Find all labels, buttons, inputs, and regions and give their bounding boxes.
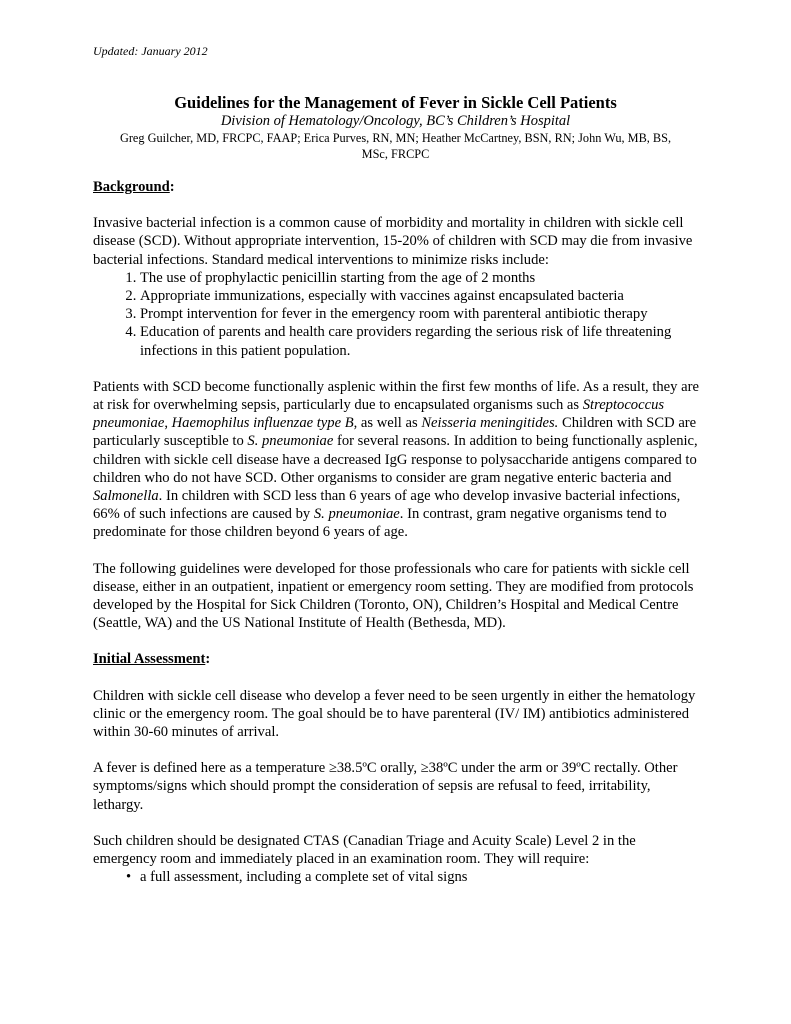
interventions-list — [93, 269, 703, 360]
organism-name: Salmonella — [93, 488, 159, 505]
updated-date: Updated: January 2012 — [93, 44, 208, 58]
requirements-list — [93, 868, 703, 886]
initial-assessment-heading: Initial Assessment — [93, 651, 206, 668]
bullet-icon: • — [126, 869, 132, 886]
background-heading: Background — [93, 179, 170, 195]
background-heading-row — [93, 178, 703, 196]
division-subtitle: Division of Hematology/Oncology, BC’s Children’s Hospital — [220, 113, 571, 129]
list-item: 3. Prompt intervention for fever in the emergency room with parenteral antibiotic therapy — [140, 305, 703, 323]
list-item: 1. The use of prophylactic penicillin starting from the age of 2 months — [140, 269, 703, 287]
initial-assessment-heading-row — [93, 650, 703, 668]
authors-line-1: Greg Guilcher, MD, FRCPC, FAAP; Erica Purves, RN, MN; Heather McCartney, BSN, RN; John Wu, MB, BS, — [119, 131, 672, 145]
background-paragraph-3: The following guidelines were developed for those professionals who care for patients with sickle cell disease, either in an outpatient, inpatient or emergency room setting. They are modified from protocols developed by the Hospital for Sick Children (Toronto, ON), Children’s Hospital and Medical Centre (Seattle, WA) and the US National Institute of Health (Bethesda, MD). — [93, 560, 694, 632]
background-paragraph-2: Patients with SCD become functionally asplenic within the first few months of life. As a result, they are at risk for overwhelming sepsis, particularly due to encapsulated organisms such as Streptococcus pneumoniae, Haemophilus influenzae type B, as well as Neisseria meningitides. Children with SCD are particularly susceptible to S. pneumoniae for several reasons. In addition to being functionally asplenic, children with sickle cell disease have a decreased IgG response to polysaccharide antigens compared to children who do not have SCD. Other organisms to consider are gram negative enteric bacteria and Salmonella. In children with SCD less than 6 years of age who develop invasive bacterial infections, 66% of such infections are caused by S. pneumoniae. In contrast, gram negative organisms tend to predominate for those children beyond 6 years of age. — [93, 378, 699, 541]
list-item: 4. Education of parents and health care providers regarding the serious risk of life threatening infections in this patient population. — [140, 323, 703, 359]
authors-line-2: MSc, FRCPC — [361, 147, 430, 161]
organism-name: Haemophilus influenzae type B — [171, 415, 354, 432]
document-header — [60, 93, 731, 162]
list-item: 2. Appropriate immunizations, especially with vaccines against encapsulated bacteria — [140, 287, 703, 305]
document-body — [93, 178, 703, 887]
organism-name: S. pneumoniae — [247, 433, 334, 450]
organism-name: S. pneumoniae — [313, 506, 400, 523]
initial-assessment-heading-colon: : — [205, 651, 211, 668]
document-title: Guidelines for the Management of Fever in Sickle Cell Patients — [174, 93, 617, 112]
initial-assessment-paragraph-1: Children with sickle cell disease who develop a fever need to be seen urgently in either the hematology clinic or the emergency room. The goal should be to have parenteral (IV/ IM) antibiotics administered within 30-60 minutes of arrival. — [93, 687, 696, 741]
initial-assessment-paragraph-2: A fever is defined here as a temperature ≥38.5ºC orally, ≥38ºC under the arm or 39ºC rectally. Other symptoms/signs which should prompt the consideration of sepsis are refusal to feed, irritability, lethargy. — [93, 760, 678, 813]
organism-name: Neisseria meningitides. — [421, 415, 559, 432]
organism-name: Streptococcus pneumoniae — [93, 397, 665, 432]
initial-assessment-paragraph-3: Such children should be designated CTAS (Canadian Triage and Acuity Scale) Level 2 in the emergency room and immediately placed in an examination room. They will require: — [93, 832, 636, 868]
list-item: • a full assessment, including a complete set of vital signs — [126, 869, 468, 886]
background-paragraph-1: Invasive bacterial infection is a common cause of morbidity and mortality in children with sickle cell disease (SCD). Without appropriate intervention, 15-20% of children with SCD may die from invasive bacterial infections. Standard medical interventions to minimize risks include: — [93, 215, 693, 268]
background-heading-colon: : — [169, 179, 175, 195]
